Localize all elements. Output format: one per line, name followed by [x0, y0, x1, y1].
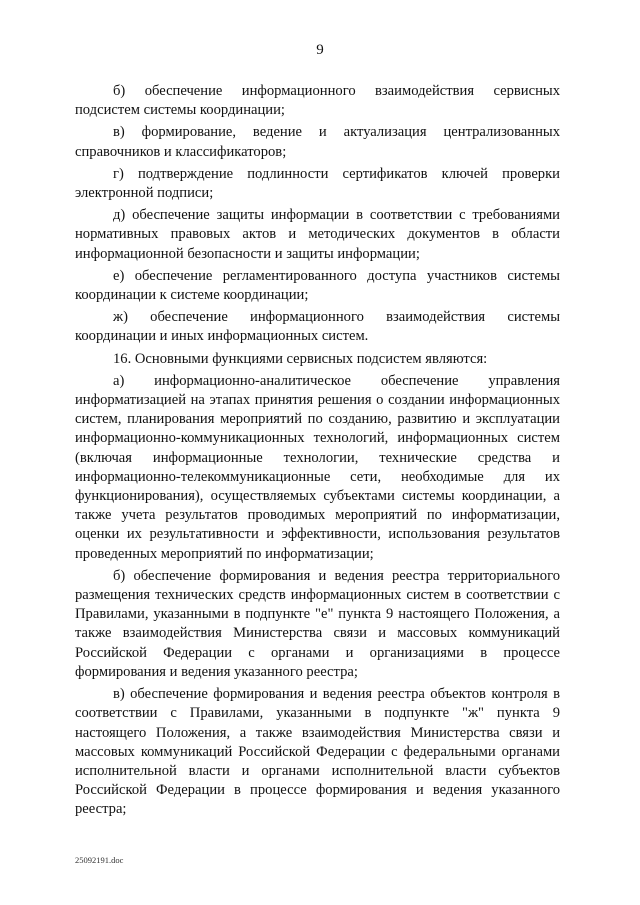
- section-16-heading: 16. Основными функциями сервисных подсистем являются:: [113, 350, 488, 367]
- page-number: 9: [316, 42, 324, 58]
- paragraph-zh-system-interaction: ж) обеспечение информационного взаимодействия системы координации и иных информационных систем.: [75, 309, 560, 345]
- paragraph-g-certificate-verification: г) подтверждение подлинности сертификатов ключей проверки электронной подписи;: [75, 165, 560, 202]
- footer-filename: 25092191.doc: [75, 855, 124, 865]
- document-body: [75, 82, 560, 820]
- paragraph-d-information-protection: д) обеспечение защиты информации в соответствии с требованиями нормативных правовых актов и методических документов в области информационной безопасности и защиты информации;: [75, 207, 560, 262]
- paragraph-v-reference-books: в) формирование, ведение и актуализация централизованных справочников и классификаторов;: [75, 124, 560, 160]
- paragraph-b-territorial-registry: б) обеспечение формирования и ведения реестра территориального размещения технических средств информационных систем в соответствии с Правилами, указанными в подпункте "е" пункта 9 настоящего Положения, а также взаимодействия Министерства связи и массовых коммуникаций Российской Федерации с органами и организациями в процессе формирования и ведения указанного реестра;: [75, 567, 560, 680]
- paragraph-a-analytical-support: а) информационно-аналитическое обеспечение управления информатизацией на этапах принятия решения о создании информационных систем, планирования мероприятий по созданию, развитию и эксплуатации информационно-коммуникационных технологий, информационных систем (включая информационные технологии, технические средства и информационно-телекоммуникационные сети, необходимые для их функционирования), осуществляемых субъектами системы координации, а также учета результатов проводимых мероприятий по информатизации, оценки их результативности и эффективности, использования результатов проведенных мероприятий по информатизации;: [75, 372, 560, 562]
- paragraph-e-regulated-access: е) обеспечение регламентированного доступа участников системы координации к системе координации;: [75, 267, 560, 304]
- paragraph-v-control-objects-registry: в) обеспечение формирования и ведения реестра объектов контроля в соответствии с Правилами, указанными в подпункте "ж" пункта 9 настоящего Положения, а также взаимодействия Министерства связи и массовых коммуникаций Российской Федерации с федеральными органами исполнительной власти и органами исполнительной власти субъектов Российской Федерации в процессе формирования и ведения указанного реестра;: [75, 686, 560, 818]
- paragraph-b-service-interaction: б) обеспечение информационного взаимодействия сервисных подсистем системы координации;: [75, 83, 560, 119]
